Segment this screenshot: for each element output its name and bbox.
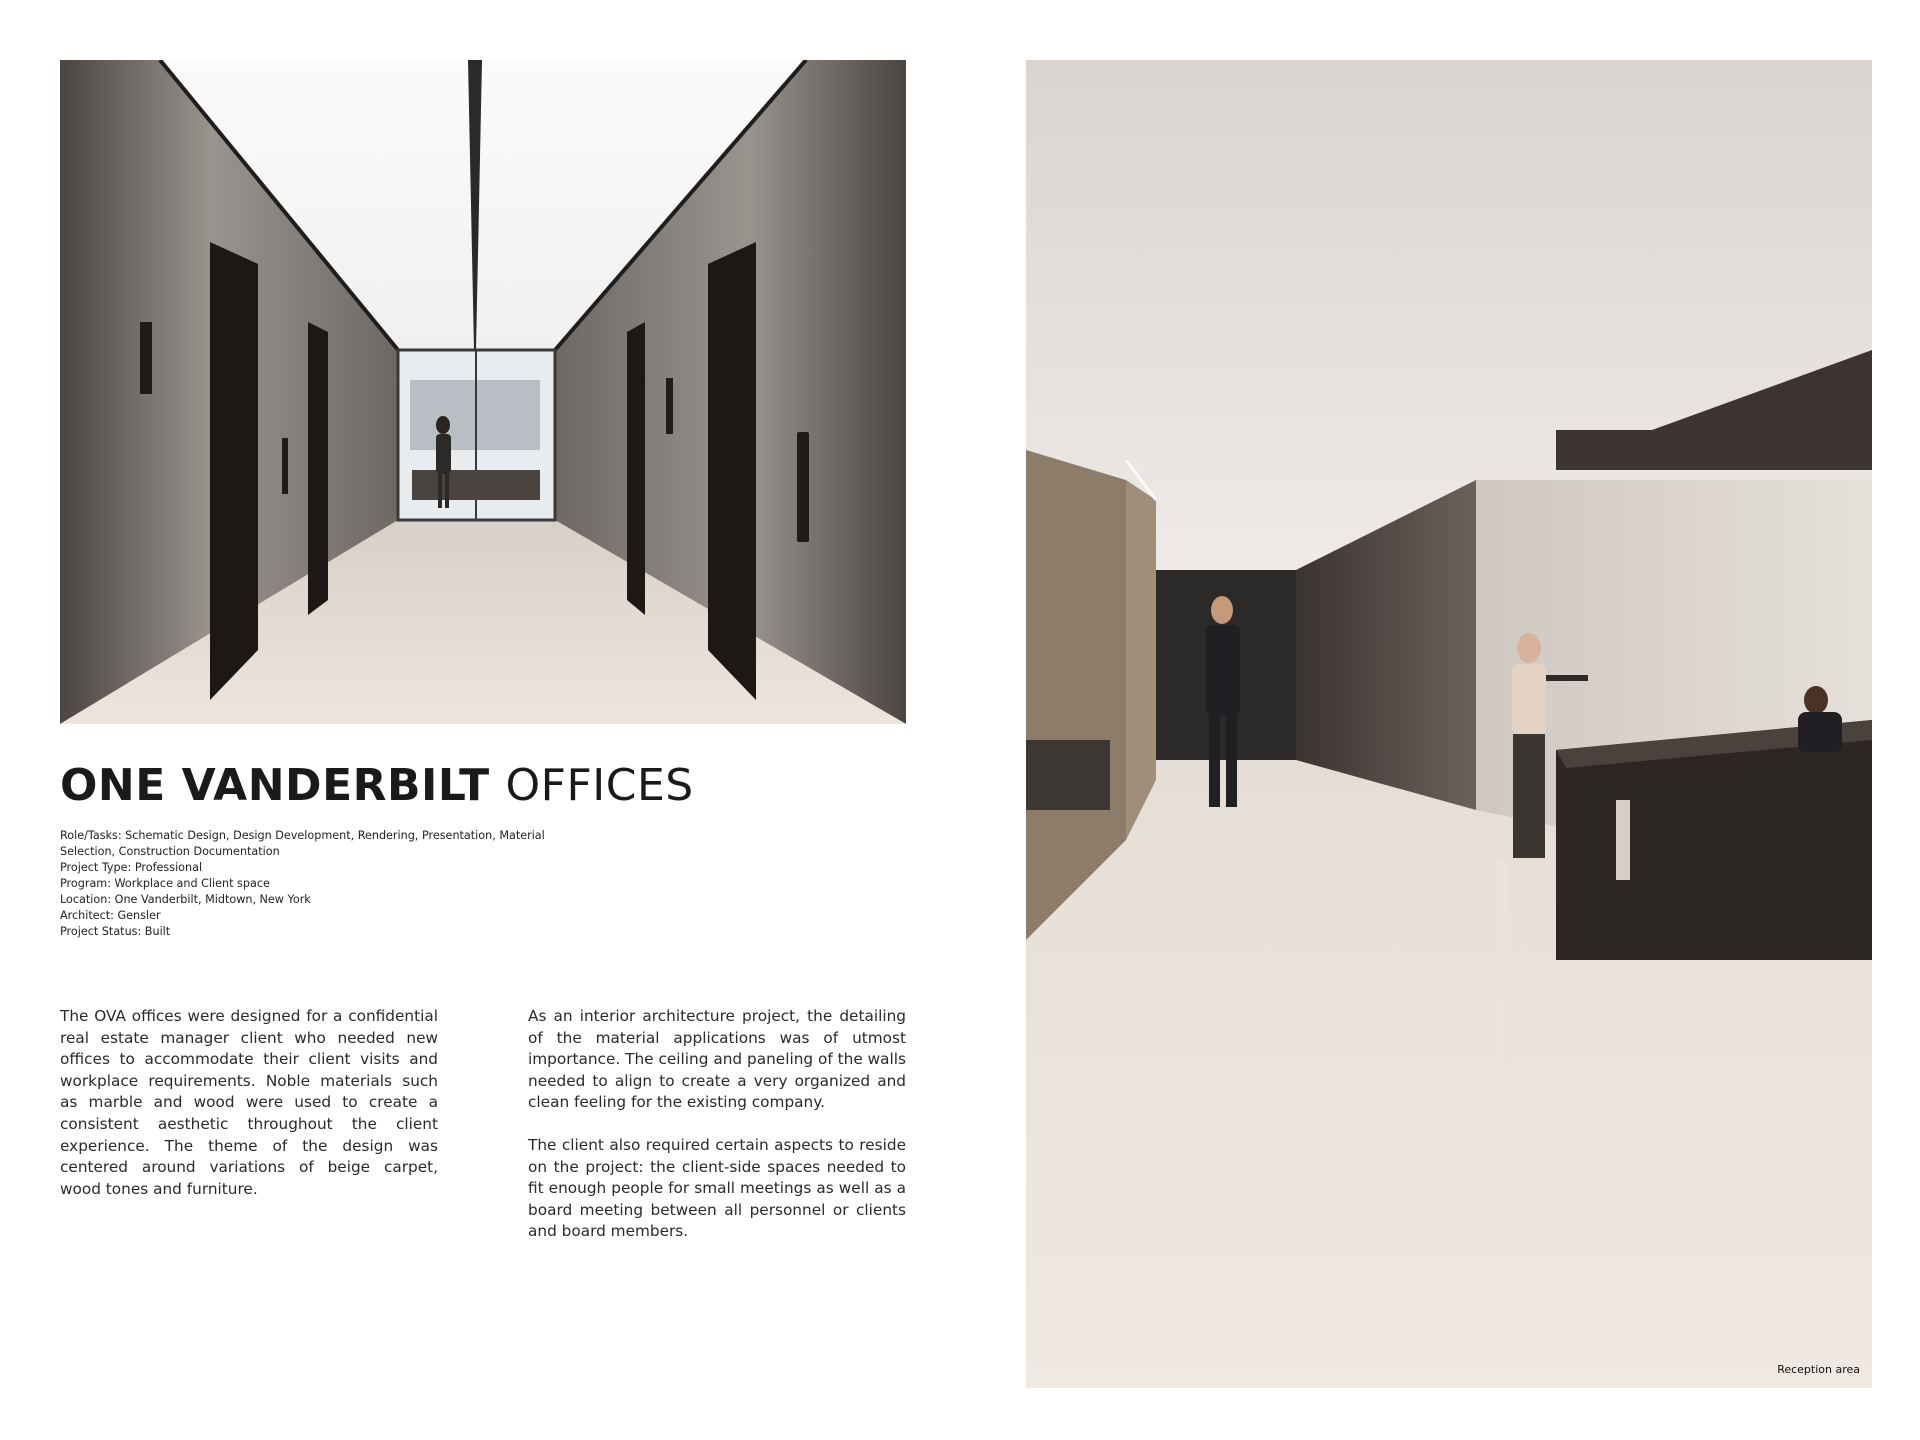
description-paragraph: The OVA offices were designed for a confidential real estate manager client who needed new offices to accommodate their client visits and workplace requirements. Noble materials such as marble and wood were used to create a consistent aesthetic throughout the client experience. The theme of the design was centered around variations of beige carpet, wood tones and furniture. (60, 1007, 438, 1198)
meta-program: Program: Workplace and Client space (60, 877, 270, 890)
title-bold: ONE VANDERBILT (60, 760, 490, 811)
image-caption: Reception area (1777, 1363, 1860, 1376)
project-metadata (60, 828, 550, 940)
title-light: OFFICES (505, 760, 694, 811)
project-title (60, 760, 694, 812)
description-column-2 (528, 1006, 906, 1264)
description-paragraph: As an interior architecture project, the detailing of the material applications was of utmost importance. The ceiling and paneling of the walls needed to align to create a very organized and clean feeling for the existing company. (528, 1007, 906, 1112)
description-column-1 (60, 1006, 438, 1221)
meta-role-tasks: Role/Tasks: Schematic Design, Design Development, Rendering, Presentation, Material Selection, Construction Documentation (60, 829, 545, 858)
meta-project-type: Project Type: Professional (60, 861, 203, 874)
reception-rendering (1026, 60, 1872, 1388)
description-paragraph: The client also required certain aspects to reside on the project: the client-side spaces needed to fit enough people for small meetings as well as a board meeting between all personnel or clients and board members. (528, 1135, 906, 1241)
corridor-rendering (60, 60, 906, 724)
meta-location: Location: One Vanderbilt, Midtown, New York (60, 893, 311, 906)
meta-status: Project Status: Built (60, 925, 171, 938)
reception-illustration (1026, 60, 1872, 1388)
corridor-illustration (60, 60, 906, 724)
meta-architect: Architect: Gensler (60, 909, 161, 922)
